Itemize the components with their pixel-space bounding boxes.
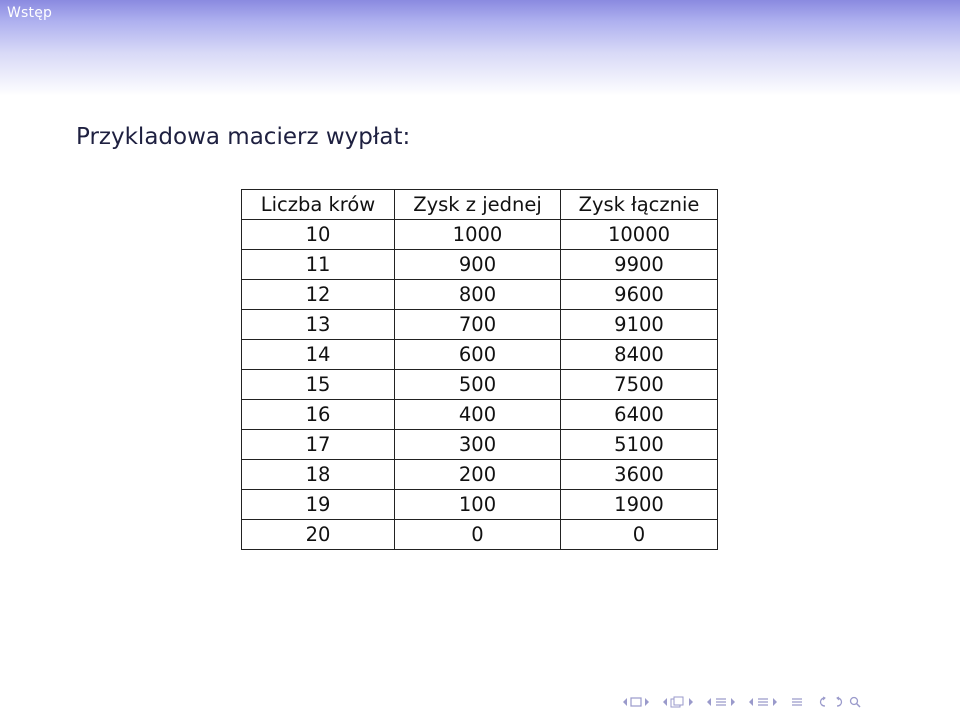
table-row — [242, 400, 718, 430]
cell-profit-total: 9900 — [561, 250, 718, 280]
cell-profit-total: 9600 — [561, 280, 718, 310]
nav-frame-group — [662, 696, 694, 708]
frame-title: Przykladowa macierz wypłat: — [76, 124, 411, 150]
column-header-profit-each: Zysk z jednej — [395, 190, 561, 220]
cell-profit-total: 1900 — [561, 490, 718, 520]
table-row — [242, 430, 718, 460]
cell-cows: 14 — [242, 340, 395, 370]
back-icon[interactable] — [816, 696, 830, 708]
nav-search-group — [816, 696, 862, 708]
slide-header — [0, 0, 960, 96]
slide-icon[interactable] — [630, 697, 642, 707]
cell-cows: 16 — [242, 400, 395, 430]
cell-profit-total: 8400 — [561, 340, 718, 370]
payoff-table — [241, 189, 718, 550]
section-title[interactable]: Wstęp — [7, 5, 53, 21]
section-icon[interactable] — [756, 696, 770, 708]
cell-profit-total: 0 — [561, 520, 718, 550]
cell-profit-each: 600 — [395, 340, 561, 370]
cell-profit-each: 900 — [395, 250, 561, 280]
cell-cows: 10 — [242, 220, 395, 250]
search-icon[interactable] — [848, 696, 862, 708]
arrow-left-icon[interactable] — [706, 697, 712, 707]
arrow-right-icon[interactable] — [772, 697, 778, 707]
nav-document-group — [790, 696, 804, 708]
table-row — [242, 220, 718, 250]
cell-profit-each: 0 — [395, 520, 561, 550]
cell-profit-each: 400 — [395, 400, 561, 430]
table-row — [242, 490, 718, 520]
table-header-row — [242, 190, 718, 220]
arrow-left-icon[interactable] — [662, 697, 668, 707]
beamer-navigation-bar — [622, 696, 870, 708]
arrow-right-icon[interactable] — [644, 697, 650, 707]
cell-cows: 20 — [242, 520, 395, 550]
cell-profit-total: 7500 — [561, 370, 718, 400]
document-icon[interactable] — [790, 696, 804, 708]
frame-icon[interactable] — [670, 696, 686, 708]
cell-profit-total: 9100 — [561, 310, 718, 340]
nav-slide-group — [622, 697, 650, 707]
cell-profit-each: 800 — [395, 280, 561, 310]
table-row — [242, 520, 718, 550]
cell-profit-each: 200 — [395, 460, 561, 490]
cell-profit-each: 300 — [395, 430, 561, 460]
arrow-right-icon[interactable] — [730, 697, 736, 707]
subsection-icon[interactable] — [714, 696, 728, 708]
table-row — [242, 370, 718, 400]
arrow-left-icon[interactable] — [622, 697, 628, 707]
table-row — [242, 280, 718, 310]
cell-profit-total: 6400 — [561, 400, 718, 430]
cell-cows: 15 — [242, 370, 395, 400]
cell-profit-total: 3600 — [561, 460, 718, 490]
table-row — [242, 460, 718, 490]
cell-profit-total: 5100 — [561, 430, 718, 460]
cell-cows: 13 — [242, 310, 395, 340]
cell-cows: 12 — [242, 280, 395, 310]
forward-icon[interactable] — [832, 696, 846, 708]
table-row — [242, 310, 718, 340]
cell-profit-each: 700 — [395, 310, 561, 340]
table-row — [242, 340, 718, 370]
cell-cows: 19 — [242, 490, 395, 520]
table-row — [242, 250, 718, 280]
cell-cows: 11 — [242, 250, 395, 280]
cell-profit-each: 500 — [395, 370, 561, 400]
arrow-left-icon[interactable] — [748, 697, 754, 707]
arrow-right-icon[interactable] — [688, 697, 694, 707]
column-header-cows: Liczba krów — [242, 190, 395, 220]
cell-profit-each: 1000 — [395, 220, 561, 250]
column-header-profit-total: Zysk łącznie — [561, 190, 718, 220]
nav-subsection-group — [706, 696, 736, 708]
nav-section-group — [748, 696, 778, 708]
cell-cows: 17 — [242, 430, 395, 460]
cell-profit-total: 10000 — [561, 220, 718, 250]
cell-profit-each: 100 — [395, 490, 561, 520]
cell-cows: 18 — [242, 460, 395, 490]
